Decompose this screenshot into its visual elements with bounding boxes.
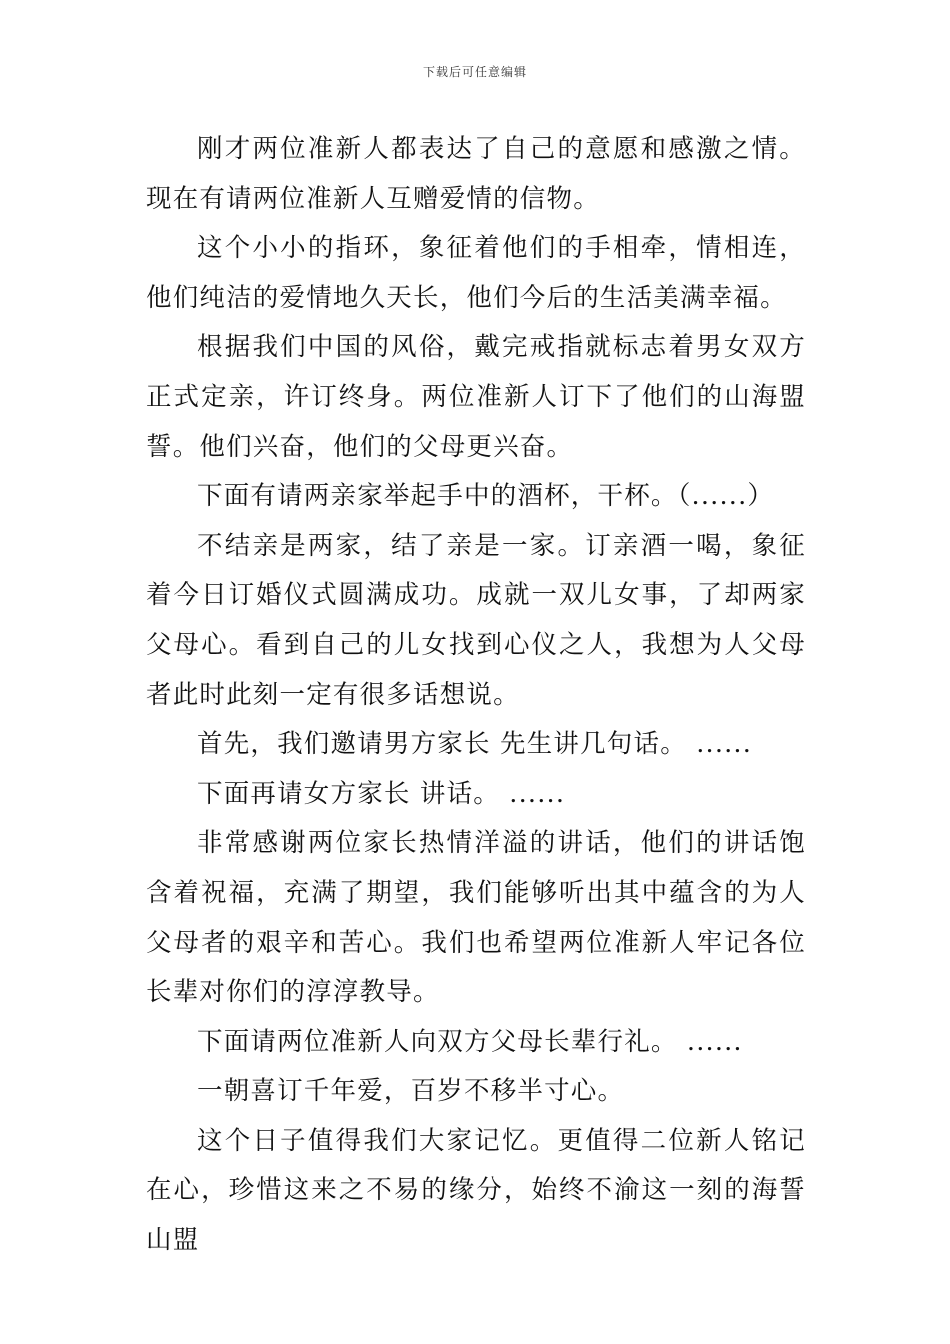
paragraph-exchange-tokens: 刚才两位准新人都表达了自己的意愿和感激之情。 现在有请两位准新人互赠爱情的信物。 xyxy=(146,134,806,214)
paragraph-thanks-parents: 非常感谢两位家长热情洋溢的讲话，他们的讲话饱含着祝福，充满了期望，我们能够听出其中蕴含的为人父母者的艰辛和苦心。我们也希望两位准新人牢记各位长辈对你们的淳淳教导。 xyxy=(146,828,806,1008)
paragraph-two-families: 不结亲是两家，结了亲是一家。订亲酒一喝，象征着今日订婚仪式圆满成功。成就一双儿女事，了却两家父母心。看到自己的儿女找到心仪之人，我想为人父母者此时此刻一定有很多话想说。 xyxy=(146,530,806,710)
paragraph-groom-parent-speech: 首先，我们邀请男方家长 先生讲几句话。 ...... xyxy=(197,729,753,760)
paragraph-ring: 这个小小的指环，象征着他们的手相牵，情相连，他们纯洁的爱情地久天长，他们今后的生活美满幸福。 xyxy=(146,233,806,313)
page-header: 下载后可任意编辑 xyxy=(422,65,527,79)
paragraph-engagement-custom: 根据我们中国的风俗，戴完戒指就标志着男女双方正式定亲，许订终身。两位准新人订下了他们的山海盟誓。他们兴奋，他们的父母更兴奋。 xyxy=(146,332,806,462)
paragraph-couplet: 一朝喜订千年爱，百岁不移半寸心。 xyxy=(197,1076,625,1107)
paragraph-toast: 下面有请两亲家举起手中的酒杯，干杯。（......） xyxy=(197,481,775,512)
paragraph-bride-parent-speech: 下面再请女方家长 讲话。 ...... xyxy=(197,778,566,809)
document-body xyxy=(146,125,806,1266)
paragraph-bow-to-parents: 下面请两位准新人向双方父母长辈行礼。 ...... xyxy=(197,1026,743,1057)
paragraph-remember-day: 这个日子值得我们大家记忆。更值得二位新人铭记在心，珍惜这来之不易的缘分，始终不渝这一刻的海誓山盟 xyxy=(146,1125,806,1256)
